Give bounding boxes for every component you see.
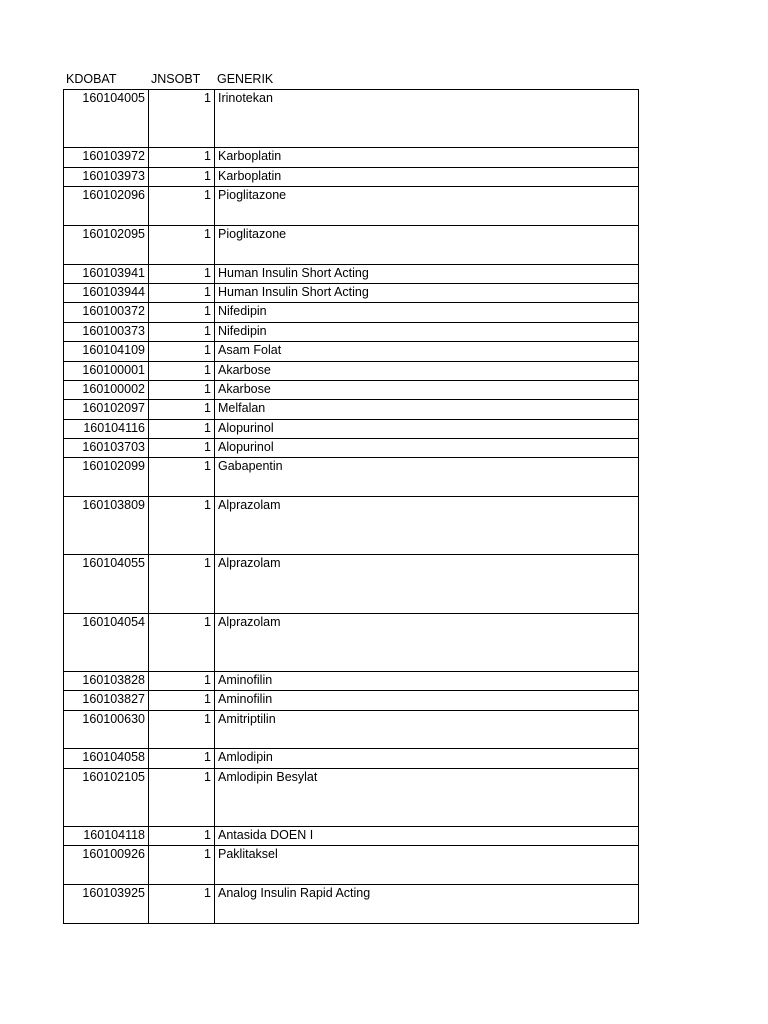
table-row <box>64 439 639 458</box>
cell-jnsobt: 1 <box>149 380 215 399</box>
table-row <box>64 400 639 419</box>
table-row <box>64 342 639 361</box>
cell-kdobat: 160102096 <box>64 186 149 225</box>
cell-kdobat: 160103925 <box>64 885 149 924</box>
cell-jnsobt: 1 <box>149 671 215 690</box>
cell-generik: Analog Insulin Rapid Acting <box>215 885 639 924</box>
drug-table <box>63 89 639 924</box>
table-row <box>64 846 639 885</box>
cell-generik: Amlodipin Besylat <box>215 768 639 826</box>
cell-jnsobt: 1 <box>149 322 215 341</box>
cell-kdobat: 160100373 <box>64 322 149 341</box>
cell-generik: Nifedipin <box>215 322 639 341</box>
cell-generik: Alopurinol <box>215 439 639 458</box>
cell-jnsobt: 1 <box>149 283 215 302</box>
cell-jnsobt: 1 <box>149 439 215 458</box>
cell-kdobat: 160103941 <box>64 264 149 283</box>
cell-jnsobt: 1 <box>149 186 215 225</box>
cell-generik: Human Insulin Short Acting <box>215 283 639 302</box>
cell-jnsobt: 1 <box>149 342 215 361</box>
cell-generik: Paklitaksel <box>215 846 639 885</box>
cell-jnsobt: 1 <box>149 458 215 497</box>
cell-jnsobt: 1 <box>149 497 215 555</box>
table-row <box>64 283 639 302</box>
cell-kdobat: 160104054 <box>64 613 149 671</box>
table-row <box>64 419 639 438</box>
column-header-row <box>63 70 638 88</box>
cell-kdobat: 160102095 <box>64 225 149 264</box>
cell-jnsobt: 1 <box>149 148 215 167</box>
cell-jnsobt: 1 <box>149 826 215 845</box>
cell-jnsobt: 1 <box>149 264 215 283</box>
cell-kdobat: 160103944 <box>64 283 149 302</box>
cell-jnsobt: 1 <box>149 400 215 419</box>
cell-jnsobt: 1 <box>149 361 215 380</box>
table-row <box>64 361 639 380</box>
table-row <box>64 555 639 613</box>
table-row <box>64 671 639 690</box>
cell-kdobat: 160103809 <box>64 497 149 555</box>
cell-kdobat: 160100001 <box>64 361 149 380</box>
table-row <box>64 264 639 283</box>
cell-generik: Karboplatin <box>215 148 639 167</box>
table-row <box>64 303 639 322</box>
cell-generik: Pioglitazone <box>215 225 639 264</box>
cell-jnsobt: 1 <box>149 846 215 885</box>
table-row <box>64 380 639 399</box>
cell-generik: Akarbose <box>215 380 639 399</box>
cell-kdobat: 160100630 <box>64 710 149 749</box>
cell-jnsobt: 1 <box>149 303 215 322</box>
cell-jnsobt: 1 <box>149 768 215 826</box>
cell-kdobat: 160103973 <box>64 167 149 186</box>
cell-generik: Karboplatin <box>215 167 639 186</box>
cell-generik: Akarbose <box>215 361 639 380</box>
cell-kdobat: 160102099 <box>64 458 149 497</box>
cell-kdobat: 160100002 <box>64 380 149 399</box>
cell-jnsobt: 1 <box>149 225 215 264</box>
table-row <box>64 749 639 768</box>
table-row <box>64 691 639 710</box>
header-kdobat: KDOBAT <box>66 72 117 86</box>
cell-kdobat: 160104005 <box>64 90 149 148</box>
cell-jnsobt: 1 <box>149 749 215 768</box>
header-jnsobt: JNSOBT <box>151 72 201 86</box>
cell-kdobat: 160100372 <box>64 303 149 322</box>
cell-generik: Aminofilin <box>215 671 639 690</box>
table-row <box>64 710 639 749</box>
cell-generik: Amitriptilin <box>215 710 639 749</box>
cell-kdobat: 160104109 <box>64 342 149 361</box>
cell-jnsobt: 1 <box>149 885 215 924</box>
cell-kdobat: 160100926 <box>64 846 149 885</box>
cell-generik: Alprazolam <box>215 555 639 613</box>
cell-generik: Human Insulin Short Acting <box>215 264 639 283</box>
cell-generik: Amlodipin <box>215 749 639 768</box>
cell-kdobat: 160103828 <box>64 671 149 690</box>
cell-generik: Melfalan <box>215 400 639 419</box>
cell-kdobat: 160103972 <box>64 148 149 167</box>
cell-generik: Alprazolam <box>215 613 639 671</box>
cell-kdobat: 160104118 <box>64 826 149 845</box>
cell-kdobat: 160104055 <box>64 555 149 613</box>
cell-kdobat: 160103703 <box>64 439 149 458</box>
table-row <box>64 768 639 826</box>
cell-kdobat: 160104116 <box>64 419 149 438</box>
table-row <box>64 148 639 167</box>
table-row <box>64 90 639 148</box>
table-row <box>64 322 639 341</box>
cell-generik: Antasida DOEN I <box>215 826 639 845</box>
cell-jnsobt: 1 <box>149 419 215 438</box>
cell-generik: Aminofilin <box>215 691 639 710</box>
cell-generik: Alprazolam <box>215 497 639 555</box>
cell-jnsobt: 1 <box>149 90 215 148</box>
table-row <box>64 186 639 225</box>
cell-kdobat: 160104058 <box>64 749 149 768</box>
cell-jnsobt: 1 <box>149 167 215 186</box>
cell-kdobat: 160102105 <box>64 768 149 826</box>
cell-jnsobt: 1 <box>149 555 215 613</box>
cell-kdobat: 160103827 <box>64 691 149 710</box>
cell-kdobat: 160102097 <box>64 400 149 419</box>
table-row <box>64 167 639 186</box>
cell-jnsobt: 1 <box>149 710 215 749</box>
table-row <box>64 225 639 264</box>
cell-generik: Pioglitazone <box>215 186 639 225</box>
table-row <box>64 885 639 924</box>
cell-generik: Gabapentin <box>215 458 639 497</box>
table-row <box>64 613 639 671</box>
header-generik: GENERIK <box>217 72 274 86</box>
cell-generik: Irinotekan <box>215 90 639 148</box>
table-row <box>64 826 639 845</box>
table-row <box>64 458 639 497</box>
table-row <box>64 497 639 555</box>
drug-table-body <box>64 90 639 924</box>
cell-generik: Alopurinol <box>215 419 639 438</box>
cell-generik: Nifedipin <box>215 303 639 322</box>
cell-jnsobt: 1 <box>149 613 215 671</box>
cell-jnsobt: 1 <box>149 691 215 710</box>
cell-generik: Asam Folat <box>215 342 639 361</box>
